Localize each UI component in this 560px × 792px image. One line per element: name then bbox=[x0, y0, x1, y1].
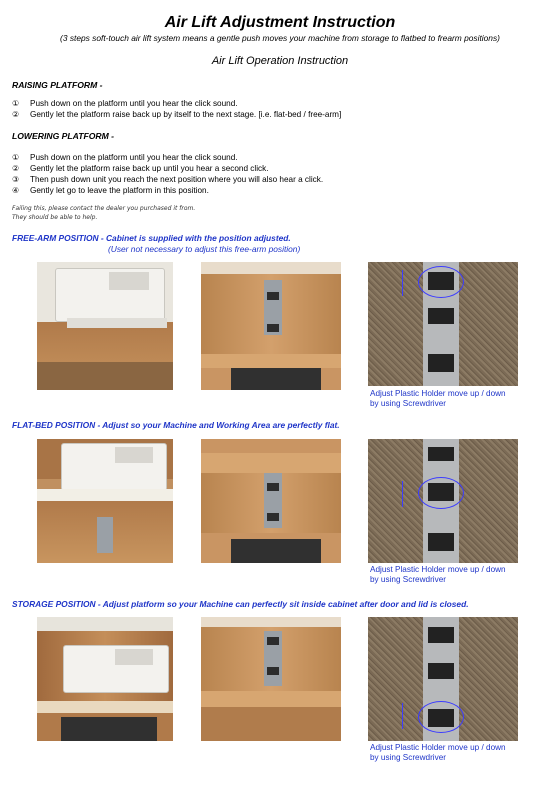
raising-heading: RAISING PLATFORM - bbox=[12, 80, 103, 90]
caption-line: Adjust Plastic Holder move up / down bbox=[370, 743, 506, 752]
lowering-step-1 bbox=[12, 153, 238, 162]
step-text: Gently let go to leave the platform in this position. bbox=[30, 186, 209, 195]
lowering-step-3 bbox=[12, 175, 323, 184]
page-subtitle: (3 steps soft-touch air lift system means a gentle push moves your machine from storage to flatbed to frearm positions) bbox=[60, 33, 500, 43]
flat-bed-heading: FLAT-BED POSITION - Adjust so your Machine and Working Area are perfectly flat. bbox=[12, 420, 340, 430]
step-text: Gently let the platform raise back up by itself to the next stage. [i.e. flat-bed / free-arm] bbox=[30, 110, 342, 119]
step-text: Push down on the platform until you hear the click sound. bbox=[30, 153, 238, 162]
caption-line: by using Screwdriver bbox=[370, 575, 446, 584]
photo-storage-machine bbox=[37, 617, 173, 741]
operation-title: Air Lift Operation Instruction bbox=[211, 55, 349, 67]
caption-line: Adjust Plastic Holder move up / down bbox=[370, 565, 506, 574]
step-number: ① bbox=[12, 153, 20, 162]
step-number: ② bbox=[12, 110, 20, 119]
storage-caption bbox=[370, 743, 540, 763]
photo-storage-holder bbox=[368, 617, 518, 741]
step-number: ② bbox=[12, 164, 20, 173]
caption-line: by using Screwdriver bbox=[370, 399, 446, 408]
caption-line: by using Screwdriver bbox=[370, 753, 446, 762]
step-text: Push down on the platform until you hear the click sound. bbox=[30, 99, 238, 108]
step-number: ① bbox=[12, 99, 20, 108]
free-arm-heading: FREE-ARM POSITION - Cabinet is supplied with the position adjusted. bbox=[12, 233, 291, 243]
photo-free-arm-holder bbox=[368, 262, 518, 386]
lowering-heading: LOWERING PLATFORM - bbox=[12, 131, 114, 141]
storage-heading: STORAGE POSITION - Adjust platform so your Machine can perfectly sit inside cabinet after door and lid is closed. bbox=[12, 599, 469, 609]
photo-flat-bed-lift bbox=[201, 439, 341, 563]
dealer-note-line-2: They should be able to help. bbox=[12, 214, 98, 221]
photo-free-arm-machine bbox=[37, 262, 173, 390]
free-arm-caption bbox=[370, 389, 540, 409]
step-text: Then push down unit you reach the next position where you will also hear a click. bbox=[30, 175, 324, 184]
dealer-note-line-1: Failing this, please contact the dealer you purchased it from. bbox=[12, 205, 196, 212]
step-text: Gently let the platform raise back up until you hear a second click. bbox=[30, 164, 269, 173]
photo-flat-bed-machine bbox=[37, 439, 173, 563]
raising-step-1 bbox=[12, 99, 238, 108]
photo-free-arm-lift bbox=[201, 262, 341, 390]
flat-bed-caption bbox=[370, 565, 540, 585]
lowering-step-2 bbox=[12, 164, 268, 173]
page-title: Air Lift Adjustment Instruction bbox=[164, 14, 396, 31]
raising-step-2 bbox=[12, 110, 341, 119]
step-number: ③ bbox=[12, 175, 20, 184]
photo-storage-lift bbox=[201, 617, 341, 741]
lowering-step-4 bbox=[12, 186, 209, 195]
step-number: ④ bbox=[12, 186, 20, 195]
free-arm-subheading: (User not necessary to adjust this free-arm position) bbox=[108, 244, 301, 254]
photo-flat-bed-holder bbox=[368, 439, 518, 563]
caption-line: Adjust Plastic Holder move up / down bbox=[370, 389, 506, 398]
